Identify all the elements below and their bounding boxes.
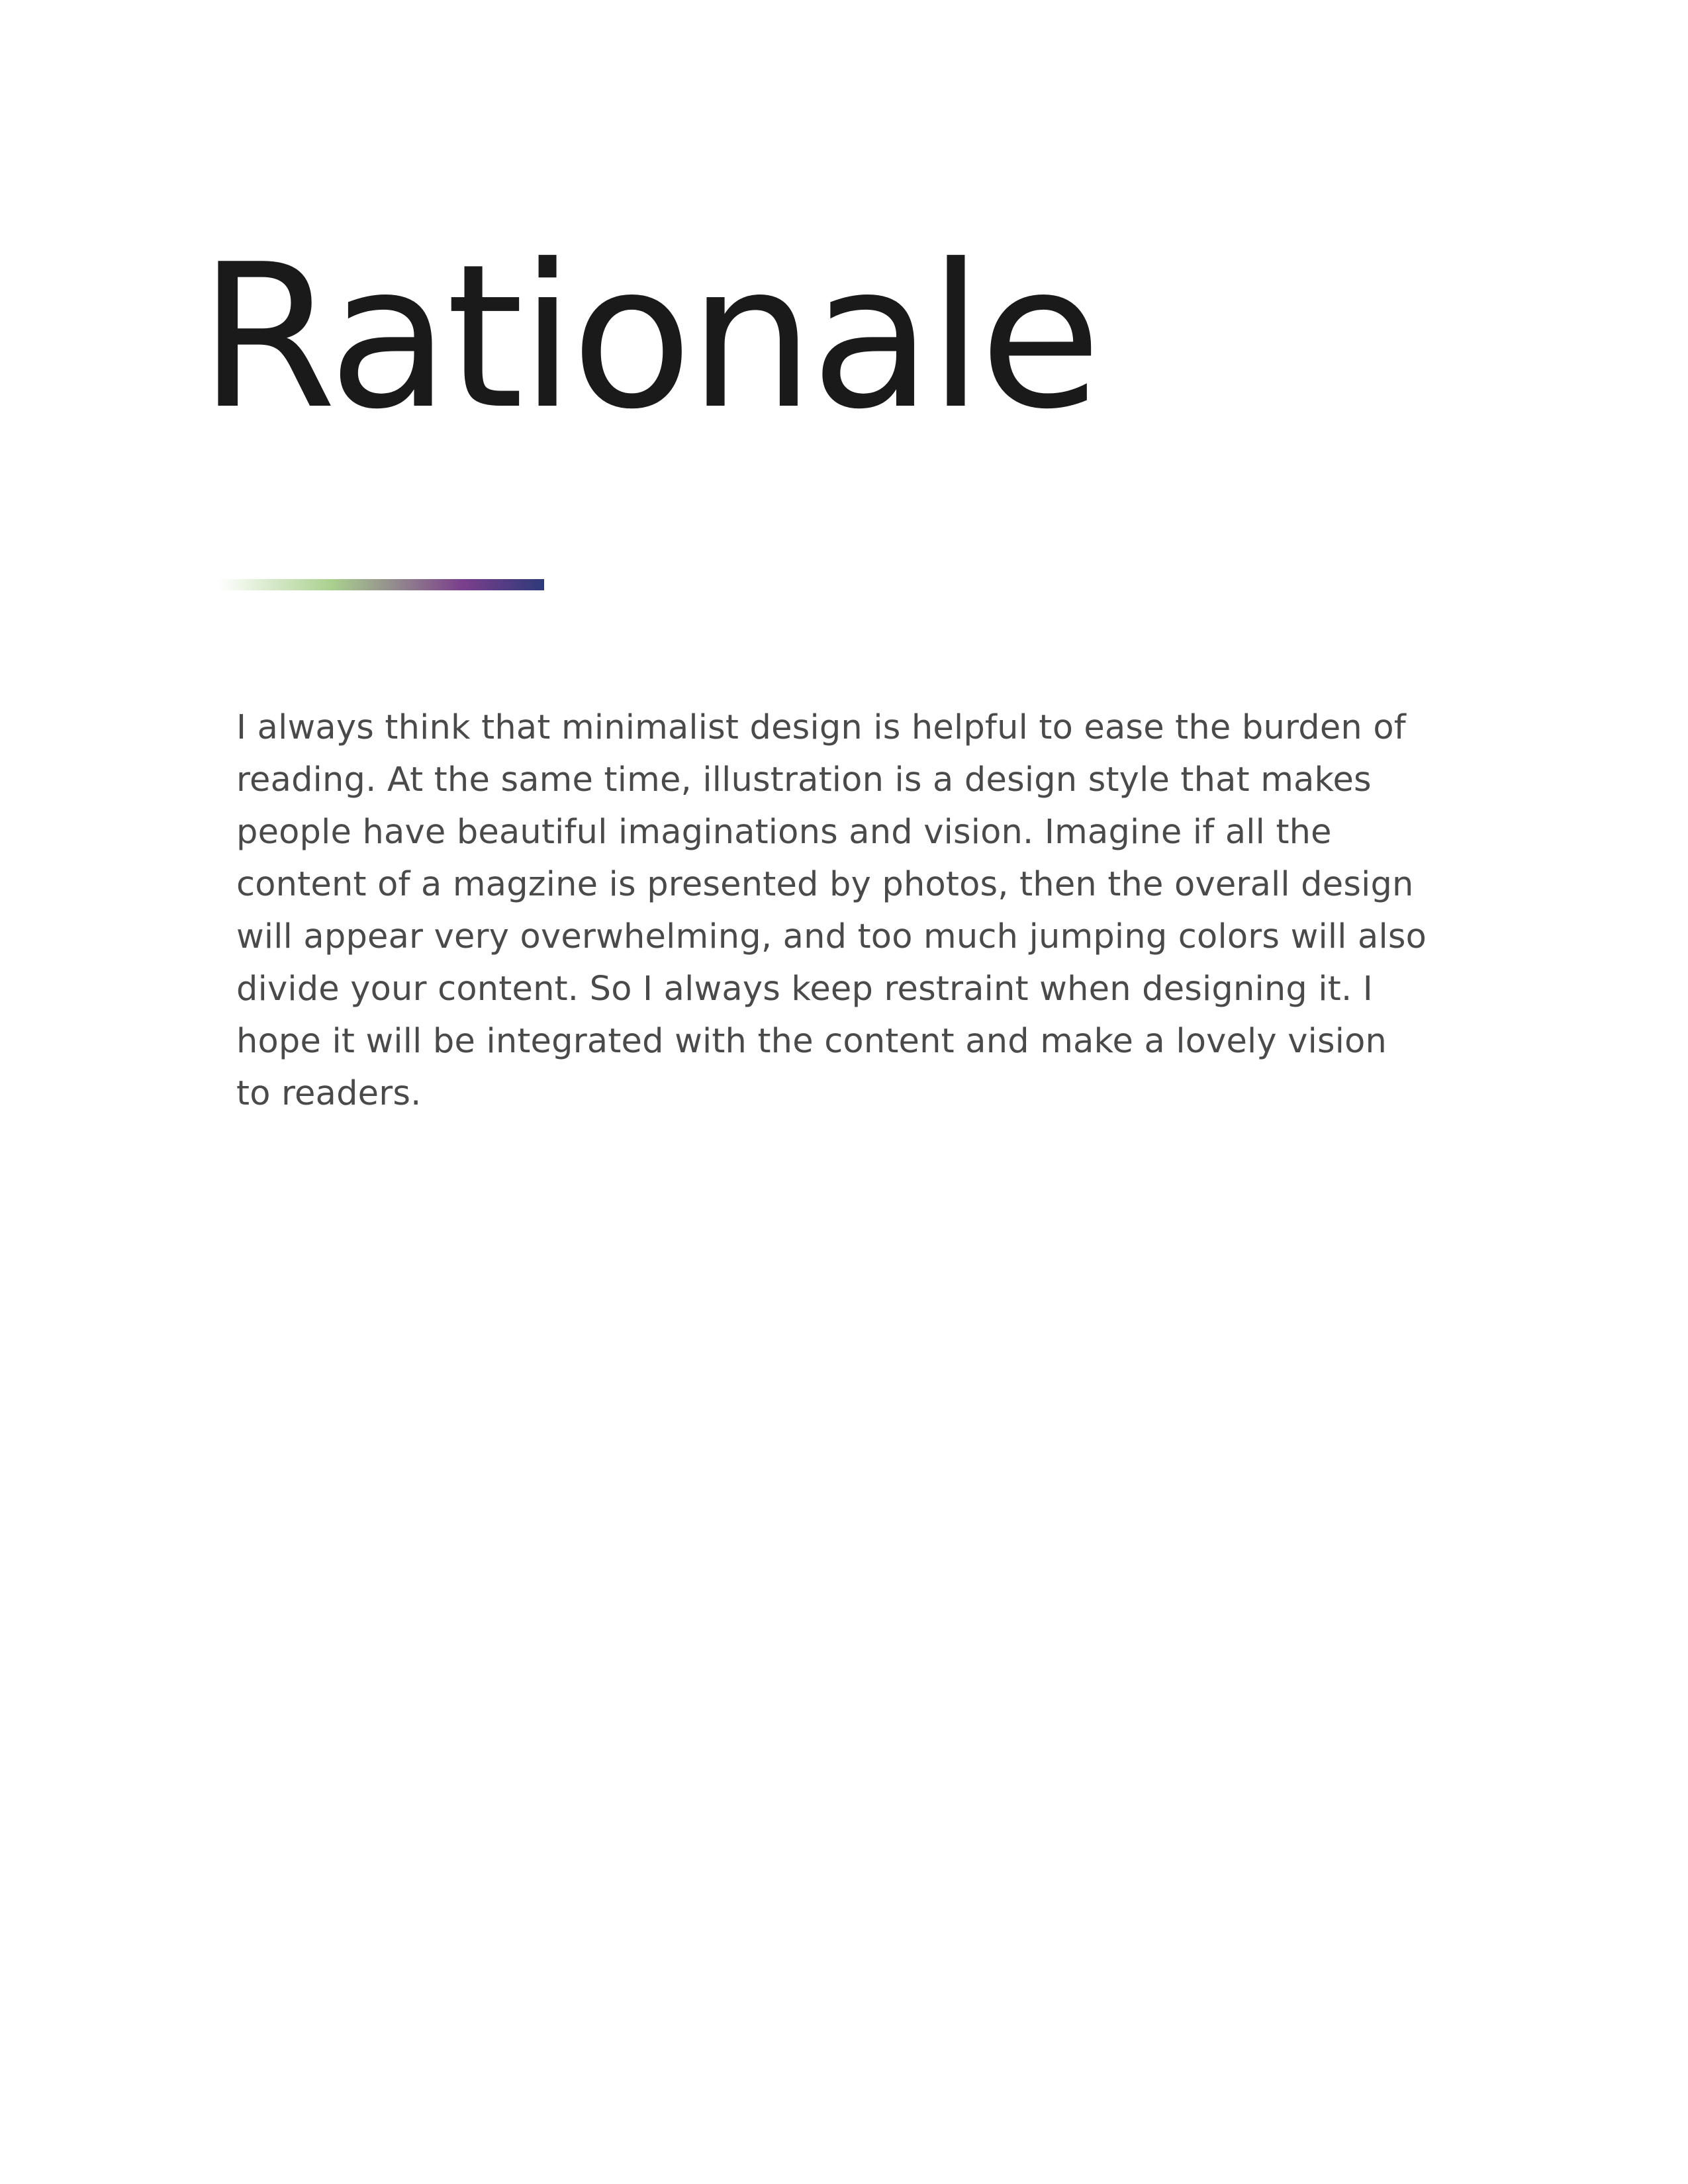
gradient-divider: [218, 579, 544, 590]
page-title: Rationale: [199, 222, 1098, 453]
rationale-paragraph: I always think that minimalist design is helpful to ease the burden of reading. At the same time, illustration is a design style that makes people have beautiful imaginations and vision. Imagine if all the content of a magzine is presented by photos, then the overall design will appear very overwhelming, and too much jumping colors will also divide your content. So I always keep restraint when designing it. I hope it will be integrated with the content and make a lovely vision to readers.: [236, 708, 1427, 1113]
